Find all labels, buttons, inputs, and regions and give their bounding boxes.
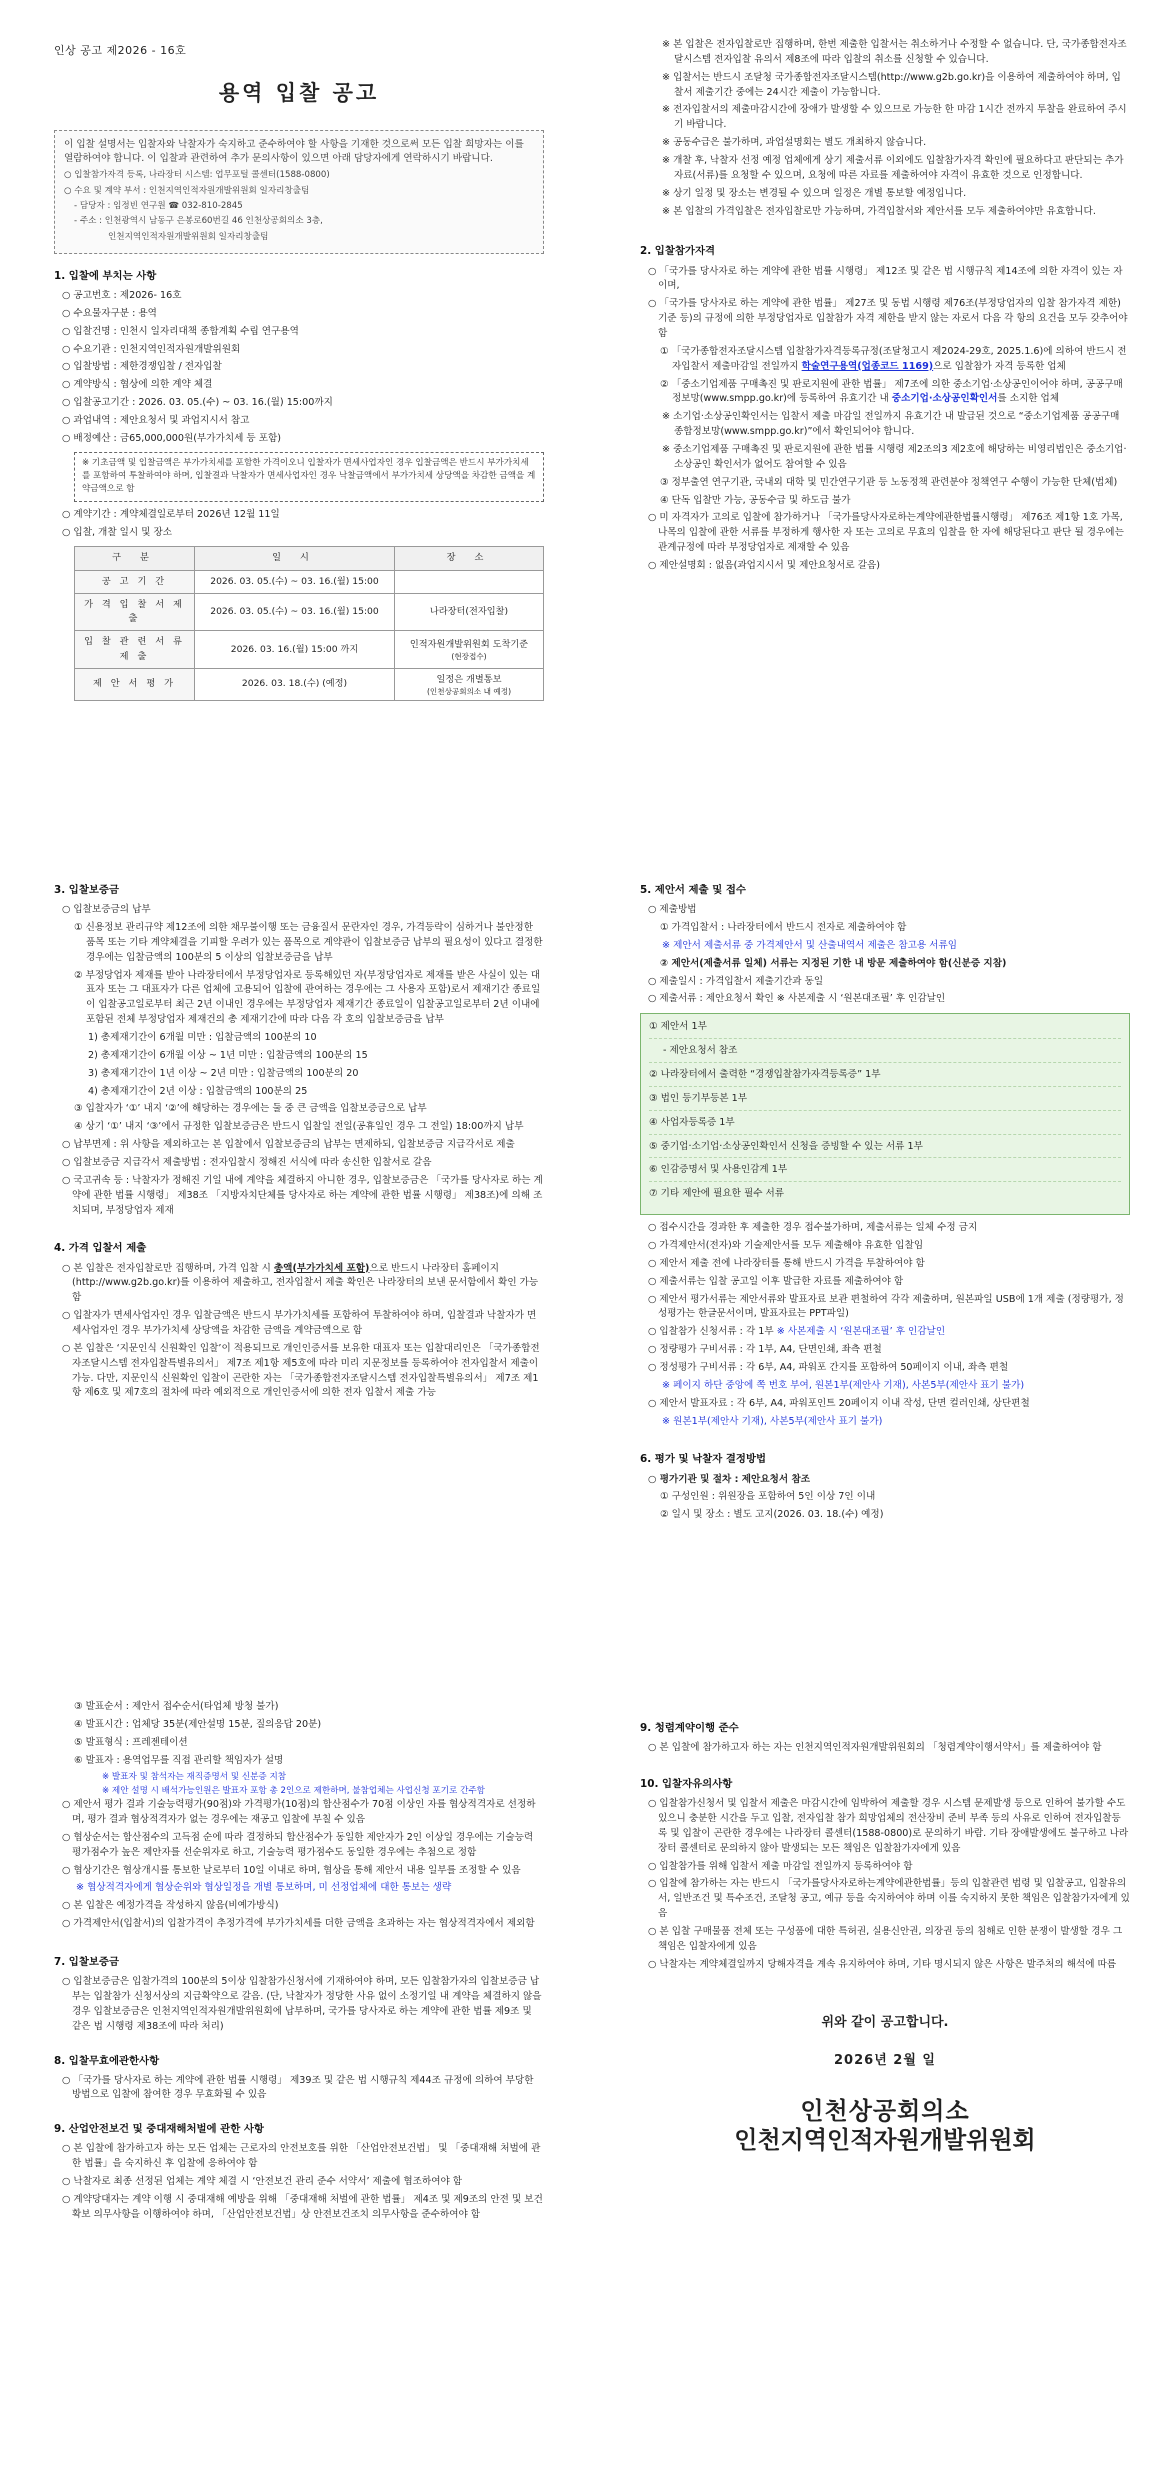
note-item: ※ 제안서 제출서류 중 가격제안서 및 산출내역서 제출은 참고용 서류임	[662, 939, 957, 951]
note-item: ※ 상기 일정 및 장소는 변경될 수 있으며 일정은 개별 통보할 예정입니다.	[662, 187, 967, 199]
section-heading: 8. 입찰무효에관한사항	[54, 2054, 160, 2067]
list-item: ○ 제출서류는 입찰 공고일 이후 발급한 자료를 제출하여야 함	[648, 1275, 904, 1287]
section-heading: 5. 제안서 제출 및 접수	[640, 884, 746, 896]
list-item: ○ 입찰에 참가하는 자는 반드시 「국가를당사자로하는계약에관한법률」등의 입찰관련 법령 및 입찰공고, 입찰유의서, 일반조건 및 특수조건, 조달청 공고, 예규 등을 숙지하여야 하며 이를 숙지하지 못한 책임은 입찰참가자에게 있음	[648, 1878, 1130, 1920]
sub-item: ② 제안서(제출서류 일체) 서류는 지정된 기한 내 방문 제출하여야 함(신분증 지참)	[660, 957, 1007, 969]
section-heading: 6. 평가 및 낙찰자 결정방법	[640, 1453, 767, 1466]
issuer-name: 인천지역인적자원개발위원회	[734, 2125, 1036, 2154]
place-text: 일정은 개별통보	[436, 673, 502, 685]
table-header-row	[75, 547, 544, 570]
section-heading: 7. 입찰보증금	[54, 1955, 119, 1968]
note-item: ※ 본 입찰은 전자입찰로만 집행하며, 한번 제출한 입찰서는 취소하거나 수정할 수 없습니다. 단, 국가종합전자조달시스템 전자입찰 유의서 제8조에 따라 입찰의 취소를 신청할 수 있습니다.	[662, 39, 1127, 65]
list-item	[640, 992, 1130, 1007]
closing-block	[640, 2013, 1130, 2155]
table-cell-label: 공 고 기 간	[75, 570, 195, 593]
text-run: 으로 반드시 나라장터 홈페이지(http://www.g2b.go.kr)를 이용하여 제출하고, 전자입찰서 제출 확인은 나라장터의 보낸 문서함에서 확인 가능함	[72, 1262, 539, 1304]
list-item: ○ 「국가를 당사자로 하는 계약에 관한 법률 시행령」 제39조 및 같은 법 시행규칙 제44조 규정에 의하여 부당한 방법으로 입찰에 참여한 경우 무효화될 수 있음	[62, 2074, 534, 2101]
page2-left-column	[54, 868, 544, 1728]
list-item: ○ 입찰방법 : 제한경쟁입찰 / 전자입찰	[62, 361, 222, 373]
intro-box	[54, 130, 544, 254]
list-item: ○ 계약기간 : 계약체결일로부터 2026년 12월 11일	[62, 508, 280, 520]
list-item: ○ 제안서 평가서류는 제안서류와 발표자료 보관 편철하여 각각 제출하며, 원본파일 USB에 1개 제출 (정량평가, 정성평가는 한글문서이며, 발표자료는 PPT파일)	[648, 1293, 1124, 1320]
section-heading: 1. 입찰에 부치는 사항	[54, 269, 157, 282]
list-item: ○ 제안서 제출 전에 나라장터를 통해 반드시 가격을 투찰하여야 함	[648, 1257, 925, 1269]
sub-item: 1) 총제재기간이 6개월 미만 : 입찰금액의 100분의 10	[88, 1032, 317, 1043]
list-item: ○ 계약방식 : 협상에 의한 계약 체결	[62, 379, 213, 391]
list-item: ○ 제출방법	[648, 904, 697, 916]
note-item: ※ 본 입찰의 가격입찰은 전자입찰로만 가능하며, 가격입찰서와 제안서를 모두 제출하여야만 유효합니다.	[662, 205, 1096, 217]
note-item: ※ 제안 설명 시 배석가능인원은 발표자 포함 총 2인으로 제한하며, 불참업체는 사업신청 포기로 간주함	[102, 1785, 485, 1796]
text-run: ○ 본 입찰은 전자입찰로만 집행하며, 가격 입찰 시	[62, 1262, 274, 1274]
list-item: ○ 협상순서는 합산점수의 고득점 순에 따라 결정하되 합산점수가 동일한 제안자가 2인 이상일 경우에는 기술능력 평가점수가 높은 제안자를 선순위자로 하고, 기술능력 평가점수도 동일한 경우에는 추첨으로 정함	[62, 1831, 534, 1858]
list-item: ○ 수요물자구분 : 용역	[62, 307, 157, 319]
list-item: ○ 납부면제 : 위 사항을 제외하고는 본 입찰에서 입찰보증금의 납부는 면제하되, 입찰보증금 지급각서로 제출	[62, 1139, 515, 1151]
list-item: ○ 가격제안서(전자)와 기술제안서를 모두 제출해야 유효한 입찰임	[648, 1240, 924, 1252]
sub-item: ④ 상기 ‘①’ 내지 ‘③’에서 규정한 입찰보증금은 반드시 입찰일 전일(공휴일인 경우 그 전일) 18:00까지 납부	[74, 1121, 524, 1133]
list-item: ○ 수요기관 : 인천지역인적자원개발위원회	[62, 343, 241, 355]
list-item: ○ 입찰보증금 지급각서 제출방법 : 전자입찰시 정해진 서식에 따라 송신한 입찰서로 갈음	[62, 1157, 432, 1169]
table-row	[75, 593, 544, 631]
table-cell-place	[395, 668, 544, 700]
intro-line: 인천지역인적자원개발위원회 일자리창출팀	[108, 231, 269, 242]
list-item: ○ 입찰건명 : 인천시 일자리대책 종합계획 수립 연구용역	[62, 325, 299, 337]
note-item: ※ 중소기업제품 구매촉진 및 판로지원에 관한 법률 시행령 제2조의3 제2호에 해당하는 비영리법인은 중소기업·소상공인 확인서가 없어도 참여할 수 있음	[662, 444, 1127, 470]
table-cell-date: 2026. 03. 16.(월) 15:00 까지	[195, 631, 395, 669]
table-cell-place	[395, 631, 544, 669]
page3-right-column	[640, 1706, 1130, 2470]
page3-left-column	[54, 1700, 544, 2470]
document-item: ③ 법인 등기부등본 1부	[649, 1092, 1121, 1111]
sme-certificate: 중소기업·소상공인확인서	[891, 393, 998, 405]
list-item: ○ 제출일시 : 가격입찰서 제출기간과 동일	[648, 975, 824, 987]
required-documents-box	[640, 1013, 1130, 1215]
list-item	[54, 1262, 544, 1307]
notice-number: 인상 공고 제2026 - 16호	[54, 44, 187, 57]
list-item: ○ 제안설명회 : 없음(과업지시서 및 제안요청서로 갈음)	[648, 560, 881, 572]
list-item: ○ 접수시간을 경과한 후 제출한 경우 접수불가하며, 제출서류는 일체 수정 금지	[648, 1222, 978, 1234]
table-cell-place	[395, 570, 544, 593]
sub-item: 3) 총제재기간이 1년 이상 ~ 2년 미만 : 입찰금액의 100분의 20	[88, 1067, 359, 1079]
list-item: ○ 과업내역 : 제안요청서 및 과업지시서 참고	[62, 415, 250, 427]
list-item: ○ 입찰자가 면세사업자인 경우 입찰금액은 반드시 부가가치세를 포함하여 투찰하여야 하며, 입찰결과 낙찰자가 면세사업자인 경우 부가가치세 상당액을 차감한 금액을 계약금액으로 함	[62, 1310, 537, 1337]
list-item: ○ 국고귀속 등 : 낙찰자가 정해진 기일 내에 계약을 체결하지 아니한 경우, 입찰보증금은 「국가를 당사자로 하는 계약에 관한 법률 시행령」 제38조 「지방자치단체를 당사자로 하는 계약에 관한 법률 시행령」 제38조)에 의해 조치되며, 부정당업자 제재	[62, 1174, 543, 1216]
place-note: (인천상공회의소 내 예정)	[426, 687, 512, 697]
list-item: ○ 입찰참가신청서 및 입찰서 제출은 마감시간에 임박하여 제출할 경우 시스템 문제발생 등으로 인하여 불가할 수도 있으니 충분한 시간을 두고 입찰, 전자입찰 참가 희망업체의 전산장비 준비 부족 등의 사유로 인하여 전자입찰등록 및 입찰이 곤란한 경우에는 나라장터 콜센터(1588-0800)로 문의하기 바람. 기타 장애발생에도 불구하고 나라장터 콜센터로 문의하지 않아 발생되는 모든 책임은 입찰참가자에게 있음	[648, 1798, 1129, 1854]
list-item: ○ 「국가를 당사자로 하는 계약에 관한 법률 시행령」 제12조 및 같은 법 시행규칙 제14조에 의한 자격이 있는 자이며,	[648, 265, 1123, 292]
list-item	[640, 1325, 1130, 1340]
list-item: ○ 본 입찰은 예정가격을 작성하지 않음(비예가방식)	[62, 1900, 279, 1912]
document-item: - 제안요청서 참조	[649, 1044, 1121, 1063]
section-heading: 4. 가격 입찰서 제출	[54, 1242, 147, 1255]
note-item: ※ 발표자 및 참석자는 재직증명서 및 신분증 지참	[102, 1772, 287, 1783]
list-item: ○ 제안서 발표자료 : 각 6부, A4, 파워포인트 20페이지 이내 작성, 단면 컬러인쇄, 상단편철	[648, 1397, 1030, 1409]
intro-line: ○ 수요 및 계약 부서 : 인천지역인적자원개발위원회 일자리창출팀	[64, 185, 310, 196]
intro-line: - 주소 : 인천광역시 남동구 은봉로60번길 46 인천상공회의소 3층,	[74, 216, 323, 227]
sub-item: ④ 단독 입찰만 가능, 공동수급 및 하도급 불가	[660, 494, 851, 506]
document-item: ④ 사업자등록증 1부	[649, 1116, 1121, 1135]
table-header-cell: 장 소	[395, 547, 544, 570]
sub-item: ④ 발표시간 : 업체당 35분(제안설명 15분, 질의응답 20분)	[74, 1718, 322, 1730]
document-item: ⑥ 인감증명서 및 사용인감계 1부	[649, 1163, 1121, 1182]
text-run: ○ 입찰참가 신청서류 : 각 1부	[648, 1326, 777, 1338]
note-item: ※ 개찰 후, 낙찰자 선정 예정 업체에게 상기 제출서류 이외에도 입찰참가자격 확인에 필요하다고 판단되는 추가 자료(서류)를 요청할 수 있으며, 요청에 따른 자료를 제출하여야 자격이 유효한 것으로 인정합니다.	[662, 155, 1124, 181]
table-cell-date: 2026. 03. 05.(수) ~ 03. 16.(월) 15:00	[195, 570, 395, 593]
document-item: ⑤ 중기업·소기업·소상공인확인서 신청을 증빙할 수 있는 서류 1부	[649, 1140, 1121, 1159]
sub-item	[640, 378, 1130, 408]
table-cell-label: 제 안 서 평 가	[75, 668, 195, 700]
intro-line: ○ 입찰참가자격 등록, 나라장터 시스템: 업무포털 콜센터(1588-0800)	[64, 170, 330, 181]
table-cell-date: 2026. 03. 18.(수) (예정)	[195, 668, 395, 700]
sub-item: ③ 입찰자가 ‘①’ 내지 ‘②’에 해당하는 경우에는 둘 중 큰 금액을 입찰보증금으로 납부	[74, 1103, 427, 1115]
list-item: ○ 본 입찰은 ‘지문인식 신원확인 입찰’이 적용되므로 개인인증서를 보유한 대표자 또는 입찰대리인은 「국가종합전자조달시스템 전자입찰특별유의서」 제7조 제1항 제5호에 따라 미리 지문정보를 등록하여야 전자입찰서 제출이 가능. 다만, 지문인식 신원확인 입찰이 곤란한 자는 「국가종합전자조달시스템 전자입찰특별유의서」 제7조 제1항 제6호 및 제7호의 절차에 따라 예외적으로 개인인증서에 의한 전자 입찰서 제출 가능	[62, 1342, 540, 1399]
industry-code: 학술연구용역(업종코드 1169)	[801, 360, 934, 372]
note-item: ※ 입찰서는 반드시 조달청 국가종합전자조달시스템(http://www.g2b.go.kr)을 이용하여 제출하여야 하며, 입찰서 제출기간 중에는 24시간 제출이 가능합니다.	[662, 71, 1121, 98]
text-run: ② 「중소기업제품 구매촉진 및 판로지원에 관한 법률」 제7조에 의한 중소기업·소상공인이어야 하며, 공공구매정보망(www.smpp.go.kr)에 등록하여 유효기간 내	[660, 378, 1123, 405]
note-item: ※ 원본1부(제안사 기재), 사본5부(제안사 표기 불가)	[662, 1415, 883, 1427]
section-heading: 10. 입찰자유의사항	[640, 1777, 733, 1790]
sub-item	[640, 345, 1130, 375]
sub-item: ③ 정부출연 연구기관, 국내외 대학 및 민간연구기관 등 노동정책 관련분야 정책연구 수행이 가능한 단체(법체)	[660, 476, 1118, 488]
page1-left-column	[54, 42, 544, 882]
list-item: ○ 평가기관 및 절차 : 제안요청서 참조	[648, 1473, 810, 1485]
list-item: ○ 계약당대자는 계약 이행 시 중대재해 예방을 위해 「중대재해 처벌에 관한 법률」 제4조 및 제9조의 안전 및 보건 확보 의무사항을 이행하여야 하며, 「산업안전보건법」상 안전보건조치 의무사항을 준수하여야 함	[62, 2194, 543, 2220]
list-item: ○ 협상기간은 협상개시를 통보한 날로부터 10일 이내로 하며, 협상을 통해 제안서 내용 일부를 조정할 수 있음	[62, 1864, 521, 1876]
list-item: ○ 본 입찰에 참가하고자 하는 모든 업체는 근로자의 안전보호를 위한 「산업안전보건법」 및 「중대재해 처벌에 관한 법률」을 숙지하신 후 입찰에 응하여야 함	[62, 2143, 541, 2170]
page-title: 용역 입찰 공고	[218, 81, 380, 106]
section-heading: 3. 입찰보증금	[54, 884, 119, 896]
sub-item: ⑥ 발표자 : 용역업무를 직접 관리할 책임자가 설명	[74, 1754, 284, 1766]
document-item: ① 제안서 1부	[649, 1020, 1121, 1039]
page2-right-column	[640, 868, 1130, 1728]
sub-item: ⑤ 발표형식 : 프레젠테이션	[74, 1736, 188, 1748]
list-item: ○ 배정예산 : 금65,000,000원(부가가치세 등 포함)	[62, 432, 282, 444]
schedule-table	[74, 546, 544, 701]
sub-item: 2) 총제재기간이 6개월 이상 ~ 1년 미만 : 입찰금액의 100분의 15	[88, 1049, 368, 1061]
table-header-cell: 일 시	[195, 547, 395, 570]
sub-item: ① 가격입찰서 : 나라장터에서 반드시 전자로 제출하여야 함	[660, 921, 907, 933]
note-item: ※ 협상적격자에게 협상순위와 협상일정을 개별 통보하며, 미 선정업체에 대한 통보는 생략	[76, 1882, 452, 1894]
list-item: ○ 입찰공고기간 : 2026. 03. 05.(수) ~ 03. 16.(월) 15:00까지	[62, 397, 333, 409]
list-item: ○ 제안서 평가 결과 기술능력평가(90점)와 가격평가(10점)의 합산점수가 70점 이상인 자를 협상적격자로 선정하며, 평가 결과 협상적격자가 없는 경우에는 재공고 입찰에 부칠 수 있음	[62, 1799, 536, 1825]
note-item: ※ 공동수급은 불가하며, 과업설명회는 별도 개최하지 않습니다.	[662, 137, 927, 149]
document-item: ⑦ 기타 제안에 필요한 필수 서류	[649, 1188, 785, 1200]
intro-text: 이 입찰 설명서는 입찰자와 낙찰자가 숙지하고 준수하여야 할 사항을 기재한 것으로써 모든 입찰 희망자는 이를 열람하여야 합니다. 이 입찰과 관련하여 추가 문의사항이 있으면 아래 담당자에게 연락하시기 바랍니다.	[64, 138, 524, 165]
section-heading: 9. 산업안전보건 및 중대재해처벌에 관한 사항	[54, 2123, 264, 2136]
sub-item: ① 신용정보 관리규약 제12조에 의한 채무불이행 또는 금융질서 문란자인 경우, 가격등락이 심하거나 불안정한 품목 또는 기타 계약체결을 기피할 우려가 있는 품목으로 계약관이 입찰보증금 납부의 필요성이 있다고 결정한 경우에는 입찰금액의 100분의 5 이상의 입찰보증금을 납부	[74, 921, 543, 963]
issuer-name: 인천상공회의소	[800, 2096, 970, 2125]
table-cell-label: 가 격 입 찰 서 제 출	[75, 593, 195, 631]
text-run: 를 소지한 업체	[997, 393, 1060, 405]
list-item: ○ 입찰보증금은 입찰가격의 100분의 5이상 입찰참가신청서에 기재하여야 하며, 모든 입찰참가자의 입찰보증금 납부는 입찰참가 신청서상의 지급확약으로 갈음. (단, 낙찰자가 정당한 사유 없이 소정기일 내 계약을 체결하지 않을 경우 입찰보증금은 인천지역인적자원개발위원회에 납부하며, 국가를 당사자로 하는 계약에 관한 법률 제9조 및 같은 법 시행령 제38조에 따라 처리)	[62, 1976, 542, 2032]
section-heading: 2. 입찰참가자격	[640, 245, 716, 258]
list-item: ○ 정성평가 구비서류 : 각 6부, A4, 파워포 간지를 포함하여 50페이지 이내, 좌측 편철	[648, 1362, 1009, 1374]
note-item: ※ 소기업·소상공인확인서는 입찰서 제출 마감일 전일까지 유효기간 내 발급된 것으로 “중소기업제품 공공구매 종합정보망(www.smpp.go.kr)”에서 확인되어야 합니다.	[662, 411, 1120, 438]
closing-statement: 위와 같이 공고합니다.	[821, 2014, 949, 2030]
list-item: ○ 낙찰자는 계약체결일까지 당해자격을 계속 유지하여야 하며, 기타 명시되지 않은 사항은 발주처의 해석에 따름	[648, 1958, 1117, 1970]
text-run: ○ 제출서류 : 제안요청서 확인	[648, 993, 777, 1005]
note-item: ※ 페이지 하단 중앙에 쪽 번호 부여, 원본1부(제안사 기재), 사본5부(제안사 표기 불가)	[662, 1379, 1025, 1391]
list-item: ○ 공고번호 : 제2026- 16호	[62, 290, 182, 301]
closing-date: 2026년 2월 일	[834, 2052, 936, 2068]
list-item: ○ 본 입찰에 참가하고자 하는 자는 인천지역인적자원개발위원회의 「청렴계약이행서약서」를 제출하여야 함	[648, 1742, 1102, 1754]
sub-item: ① 구성인원 : 위원장을 포함하여 5인 이상 7인 이내	[660, 1491, 876, 1503]
list-item: ○ 입찰참가를 위해 입찰서 제출 마감일 전일까지 등록하여야 함	[648, 1860, 913, 1872]
table-cell-place: 나라장터(전자입찰)	[395, 593, 544, 631]
intro-line: - 담당자 : 임정빈 연구원 ☎ 032-810-2845	[74, 200, 243, 211]
text-run: 으로 입찰참가 자격 등록한 업체	[933, 360, 1066, 372]
table-row	[75, 668, 544, 700]
list-item: ○ 낙찰자로 최종 선정된 업체는 계약 체결 시 ‘안전보건 관리 준수 서약서’ 제출에 협조하여야 함	[62, 2176, 463, 2188]
text-run: ① 「국가종합전자조달시스템 입찰참가자격등록규정(조달청고시 제2024-29호, 2025.1.6)에 의하여 반드시 전자입찰서 제출마감일 전일까지	[660, 345, 1127, 372]
list-item: ○ 입찰, 개찰 일시 및 장소	[62, 526, 173, 538]
vat-warning-box: ※ 기초금액 및 입찰금액은 부가가치세를 포함한 가격이오니 입찰자가 면세사업자인 경우 입찰금액은 반드시 부가가치세를 포함하여 투찰하여야 하며, 입찰결과 낙찰자가 면세사업자인 경우 낙찰금액에서 부가가치세 상당액을 차감한 금액을 계약금액으로 함	[74, 452, 544, 502]
sub-item: ② 일시 및 장소 : 별도 고지(2026. 03. 18.(수) 예정)	[660, 1509, 884, 1521]
text-run: ※ 사본제출 시 ‘원본대조필’ 후 인감날인	[776, 1326, 946, 1338]
table-header-cell: 구 분	[75, 547, 195, 570]
place-note: (현장접수)	[451, 652, 487, 662]
section-heading: 9. 청렴계약이행 준수	[640, 1722, 739, 1734]
table-row	[75, 631, 544, 669]
list-item: ○ 미 자격자가 고의로 입찰에 참가하거나 「국가를당사자로하는계약에관한법률시행령」 제76조 제1항 1호 가목, 나목의 입찰에 관한 서류를 부정하게 행사한 자 또는 고의로 무효의 입찰을 한 자에 해당된다고 판단 될 경우에는 관계규정에 따라 부정당업자로 제재할 수 있음	[648, 512, 1124, 554]
sub-item: ③ 발표순서 : 제안서 접수순서(타업체 방청 불가)	[74, 1701, 279, 1712]
table-cell-label: 입 찰 관 련 서 류 제 출	[75, 631, 195, 669]
document-item: ② 나라장터에서 출력한 “경쟁입찰참가자격등록증” 1부	[649, 1068, 1121, 1087]
place-text: 인적자원개발위원회 도착기준	[409, 638, 529, 650]
text-run: ※ 사본제출 시 ‘원본대조필’ 후 인감날인	[776, 993, 946, 1005]
total-amount-emphasis: 총액(부가가치세 포함)	[273, 1262, 370, 1274]
list-item: ○ 정량평가 구비서류 : 각 1부, A4, 단면인쇄, 좌측 편철	[648, 1344, 882, 1356]
page1-right-column	[640, 38, 1130, 858]
table-cell-date: 2026. 03. 05.(수) ~ 03. 16.(월) 15:00	[195, 593, 395, 631]
list-item: ○ 입찰보증금의 납부	[62, 904, 151, 916]
sub-item: 4) 총제재기간이 2년 이상 : 입찰금액의 100분의 25	[88, 1085, 308, 1097]
table-row	[75, 570, 544, 593]
sub-item: ② 부정당업자 제재를 받아 나라장터에서 부정당업자로 등록해있던 자(부정당업자로 제재를 받은 사실이 있는 대표자 또는 그 대표자가 다른 업체에 고용되어 입찰에 관여하는 경우에는 그 사용자 포함)로서 제재기간 종료일이 입찰공고일로부터 최근 2년 이내인 경우에는 부정당업자 제재기간 종료일이 입찰공고일로부터 2년 이내에 포함된 전체 부정당업자 제재건의 총 제재기간에 따라 다음 각 호의 입찰보증금을 납부	[74, 969, 541, 1026]
list-item: ○ 본 입찰 구매물품 전체 또는 구성품에 대한 특허권, 실용신안권, 의장권 등의 침해로 인한 분쟁이 발생할 경우 그 책임은 입찰자에게 있음	[648, 1925, 1123, 1952]
note-item: ※ 전자입찰서의 제출마감시간에 장애가 발생할 수 있으므로 가능한 한 마감 1시간 전까지 투찰을 완료하여 주시기 바랍니다.	[662, 104, 1127, 131]
list-item: ○ 가격제안서(입찰서)의 입찰가격이 추정가격에 부가가치세를 더한 금액을 초과하는 자는 협상적격자에서 제외함	[62, 1918, 535, 1930]
list-item: ○ 「국가를 당사자로 하는 계약에 관한 법률」 제27조 및 동법 시행령 제76조(부정당업자의 입찰 참가자격 제한)기준 등)의 규정에 의한 부정당업자로 입찰참가 자격 제한을 받지 않는 자로서 다음 각 항의 요건을 모두 갖추어야 함	[648, 298, 1128, 340]
